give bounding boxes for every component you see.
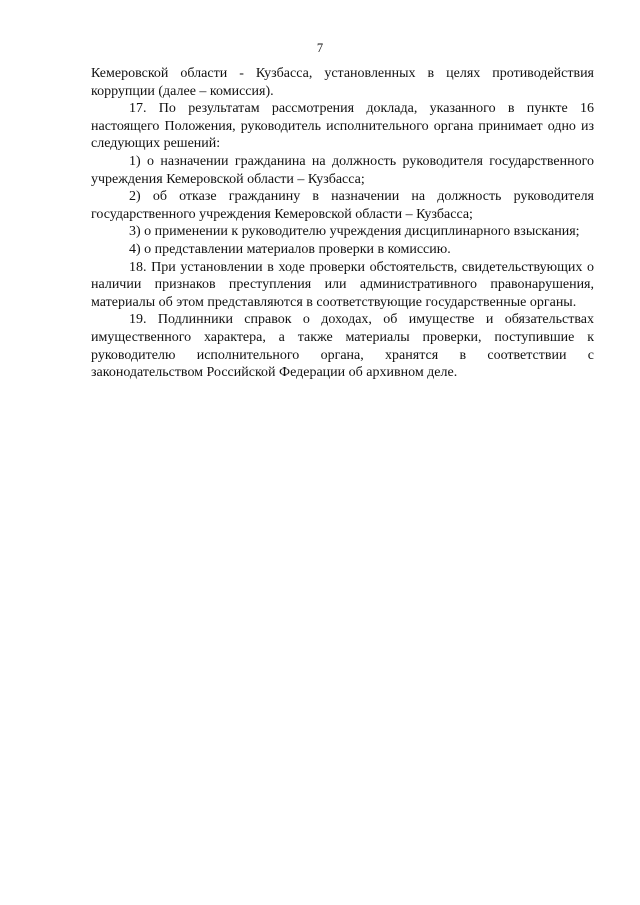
- paragraph-19: 19. Подлинники справок о доходах, об имуществе и обязательствах имущественного характера, а также материалы проверки, поступившие к руководителю исполнительного органа, хранятся в соответствии с законодательством Российской Федерации об архивном деле.: [91, 312, 594, 381]
- document-body: [91, 65, 594, 382]
- paragraph-18: 18. При установлении в ходе проверки обстоятельств, свидетельствующих о наличии признаков преступления или административного правонарушения, материалы об этом представляются в соответствующие государственные органы.: [91, 259, 594, 310]
- page-number: 7: [316, 41, 324, 55]
- paragraph-17-item-3: 3) о применении к руководителю учреждения дисциплинарного взыскания;: [129, 224, 580, 240]
- paragraph-17: 17. По результатам рассмотрения доклада, указанного в пункте 16 настоящего Положения, руководитель исполнительного органа принимает одно из следующих решений:: [91, 101, 594, 152]
- paragraph-17-item-1: 1) о назначении гражданина на должность руководителя государственного учреждения Кемеровской области – Кузбасса;: [91, 153, 594, 187]
- paragraph-17-item-4: 4) о представлении материалов проверки в комиссию.: [129, 241, 451, 257]
- paragraph-continuation: Кемеровской области - Кузбасса, установленных в целях противодействия коррупции (далее – комиссия).: [91, 66, 594, 99]
- paragraph-17-item-2: 2) об отказе гражданину в назначении на должность руководителя государственного учреждения Кемеровской области – Кузбасса;: [91, 189, 594, 222]
